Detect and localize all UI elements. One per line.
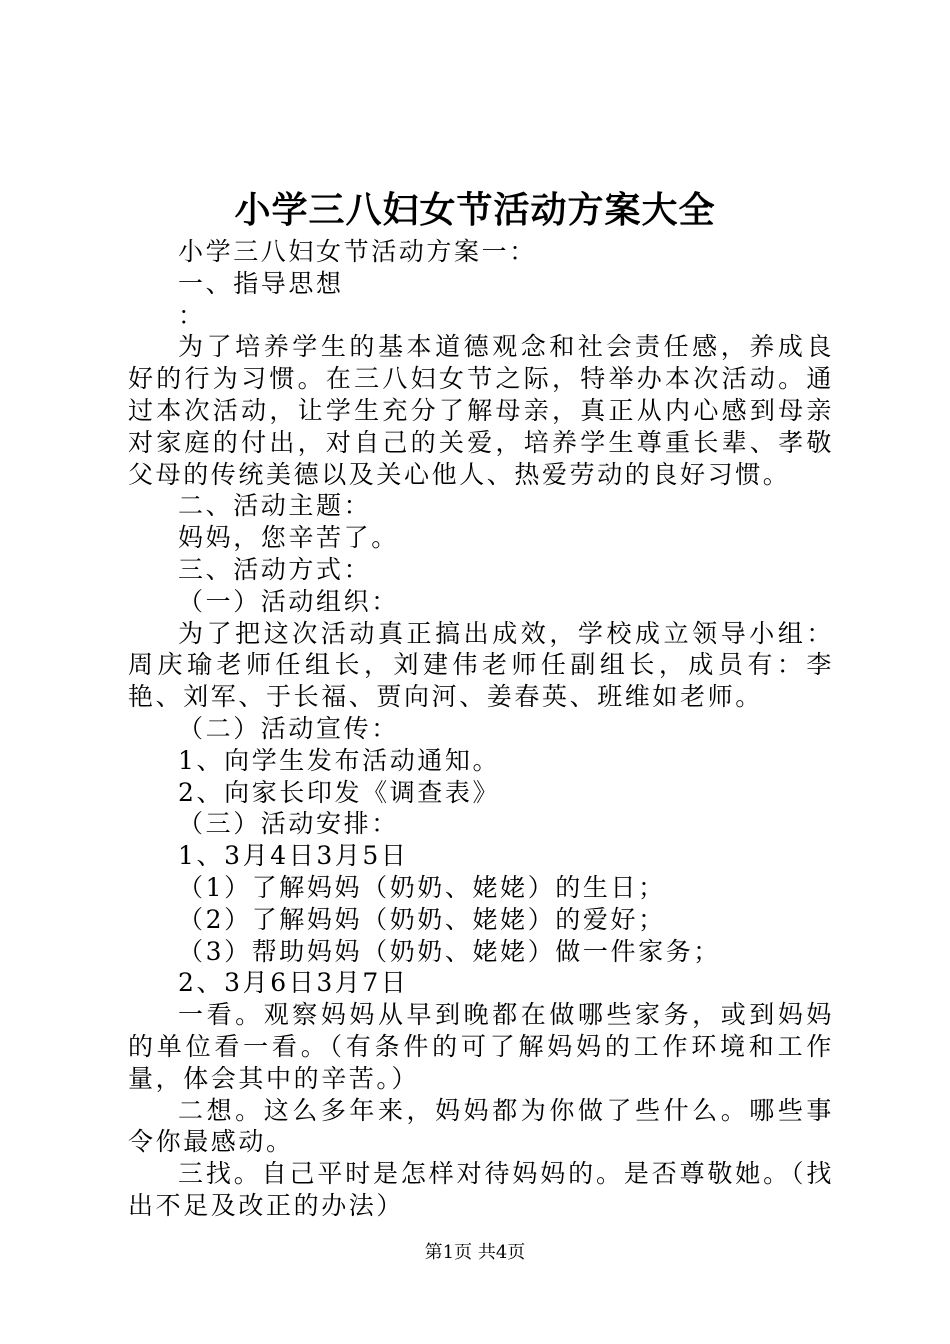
paragraph-arrangement-1-item-1: （1）了解妈妈（奶奶、姥姥）的生日； xyxy=(178,872,666,902)
paragraph-section-3-heading: 三、活动方式： xyxy=(178,554,372,584)
paragraph-look: 一看。观察妈妈从早到晚都在做哪些家务，或到妈妈的单位看一看。（有条件的可了解妈妈的工作环境和工作量，体会其中的辛苦。） xyxy=(128,1000,834,1093)
paragraph-publicity-2: 2、向家长印发《调查表》 xyxy=(178,777,501,807)
paragraph-arrangement-1: 1、3月4日3月5日 xyxy=(178,841,409,871)
document-body xyxy=(128,236,834,1222)
paragraph-arrangement-heading: （三）活动安排： xyxy=(178,809,399,839)
paragraph-plan-heading: 小学三八妇女节活动方案一： xyxy=(178,237,537,266)
paragraph-theme: 妈妈，您辛苦了。 xyxy=(178,523,399,553)
paragraph-colon: ： xyxy=(178,300,206,330)
paragraph-publicity-heading: （二）活动宣传： xyxy=(178,713,399,743)
paragraph-think: 二想。这么多年来，妈妈都为你做了些什么。哪些事令你最感动。 xyxy=(128,1095,834,1157)
document-title: 小学三八妇女节活动方案大全 xyxy=(234,189,716,231)
paragraph-arrangement-2: 2、3月6日3月7日 xyxy=(178,968,409,998)
paragraph-arrangement-1-item-3: （3）帮助妈妈（奶奶、姥姥）做一件家务； xyxy=(178,936,721,966)
paragraph-organization-heading: （一）活动组织： xyxy=(178,586,399,616)
paragraph-publicity-1: 1、向学生发布活动通知。 xyxy=(178,745,501,775)
paragraph-guiding-idea: 为了培养学生的基本道德观念和社会责任感，养成良好的行为习惯。在三八妇女节之际，特举办本次活动。通过本次活动，让学生充分了解母亲，真正从内心感到母亲对家庭的付出，对自己的关爱，培养学生尊重长辈、孝敬父母的传统美德以及关心他人、热爱劳动的良好习惯。 xyxy=(128,332,834,489)
paragraph-find: 三找。自己平时是怎样对待妈妈的。是否尊敬她。（找出不足及改正的办法） xyxy=(128,1159,834,1220)
page-footer: 第1页 共4页 xyxy=(424,1242,526,1263)
paragraph-organization: 为了把这次活动真正搞出成效，学校成立领导小组：周庆瑜老师任组长，刘建伟老师任副组长，成员有：李艳、刘军、于长福、贾向河、姜春英、班维如老师。 xyxy=(128,618,834,712)
paragraph-section-2-heading: 二、活动主题： xyxy=(178,491,372,521)
paragraph-section-1-heading: 一、指导思想 xyxy=(178,268,344,298)
paragraph-arrangement-1-item-2: （2）了解妈妈（奶奶、姥姥）的爱好； xyxy=(178,904,666,934)
